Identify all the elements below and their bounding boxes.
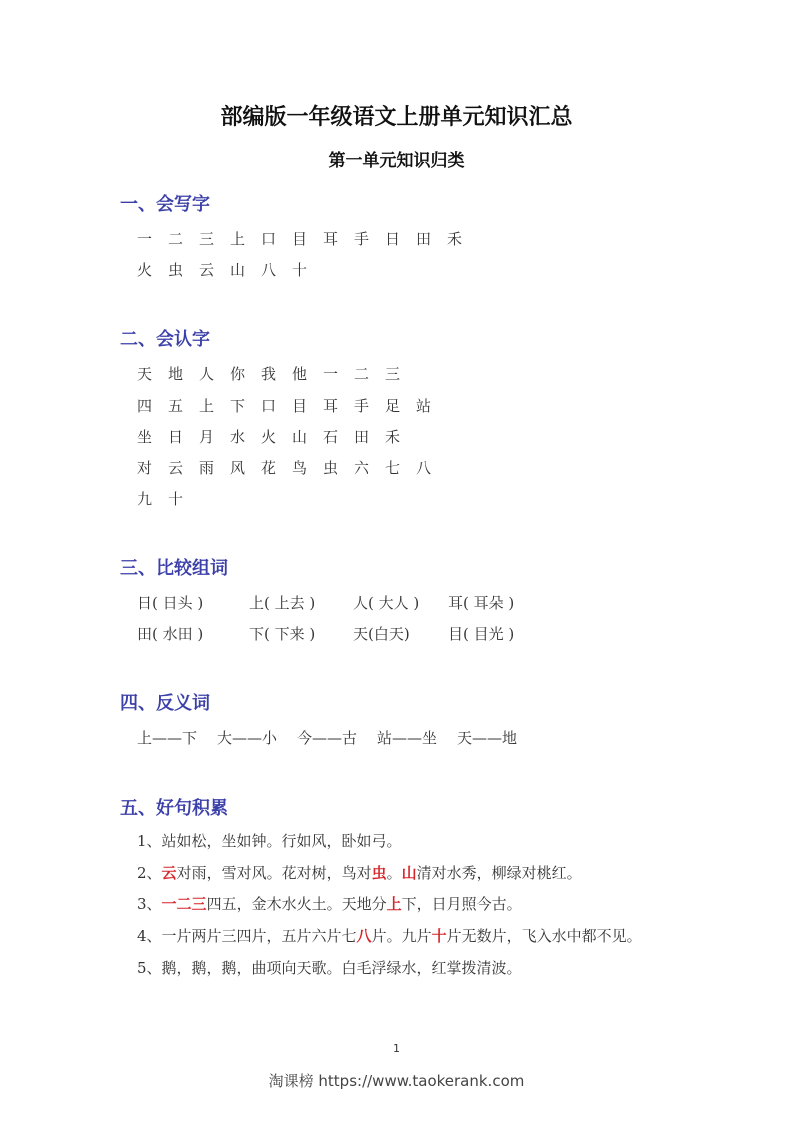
sentence-text: 对雨，雪对风。花对树，鸟对 [176, 864, 372, 882]
word-group: 天(白天) [353, 625, 410, 643]
char: 五 [168, 397, 184, 415]
char: 日 [385, 230, 401, 248]
char: 七 [385, 459, 401, 477]
char: 三 [385, 365, 401, 383]
sentence-4 [137, 925, 642, 946]
char: 云 [168, 459, 184, 477]
document-subtitle: 第一单元知识归类 [328, 151, 465, 171]
char: 上 [199, 397, 215, 415]
sentence-3 [137, 893, 522, 914]
sentence-text: 四五，金木水火土。天地分 [206, 895, 387, 913]
document-title: 部编版一年级语文上册单元知识汇总 [220, 104, 573, 130]
word-group: 上( 上去 ) [249, 594, 316, 612]
sentence-text: 3、 [137, 895, 162, 913]
char: 四 [137, 397, 153, 415]
word-group: 下( 下来 ) [249, 625, 316, 643]
sentence-text: 清对水秀，柳绿对桃红。 [416, 864, 582, 882]
char: 手 [354, 397, 370, 415]
section-heading-sentences: 五、好句积累 [120, 798, 228, 819]
highlight-char: 上 [386, 895, 402, 913]
char: 天 [137, 365, 153, 383]
page-number: 1 [393, 1042, 400, 1055]
char: 口 [261, 397, 277, 415]
char: 雨 [199, 459, 215, 477]
sentence-1: 1、站如松，坐如钟。行如风，卧如弓。 [137, 832, 402, 850]
word-group: 目( 目光 ) [448, 625, 515, 643]
word-group: 日( 日头 ) [137, 594, 204, 612]
write-chars-row-2 [137, 259, 323, 280]
recognize-chars-row-2 [137, 395, 447, 416]
section-heading-recognize: 二、会认字 [120, 329, 210, 350]
char: 目 [292, 397, 308, 415]
sentence-2 [137, 862, 582, 883]
char: 目 [292, 230, 308, 248]
sentence-text: 。 [386, 864, 402, 882]
char: 耳 [323, 397, 339, 415]
compare-row-2 [137, 623, 514, 644]
char: 站 [416, 397, 432, 415]
antonym-row [137, 727, 517, 748]
antonym-pair: 今——古 [297, 729, 358, 747]
char: 耳 [323, 230, 339, 248]
char: 八 [261, 261, 277, 279]
sentence-5: 5、鹅，鹅，鹅，曲项向天歌。白毛浮绿水，红掌拨清波。 [137, 959, 522, 977]
char: 虫 [323, 459, 339, 477]
char: 禾 [385, 428, 401, 446]
sentence-text: 片。九片 [371, 927, 432, 945]
word-group: 耳( 耳朵 ) [448, 594, 515, 612]
char: 风 [230, 459, 246, 477]
highlight-char: 山 [401, 864, 417, 882]
char: 十 [292, 261, 308, 279]
char: 九 [137, 490, 153, 508]
char: 上 [230, 230, 246, 248]
highlight-char: 八 [356, 927, 372, 945]
char: 口 [261, 230, 277, 248]
char: 一 [323, 365, 339, 383]
recognize-chars-row-1 [137, 363, 416, 384]
char: 山 [230, 261, 246, 279]
char: 三 [199, 230, 215, 248]
char: 水 [230, 428, 246, 446]
char: 虫 [168, 261, 184, 279]
char: 山 [292, 428, 308, 446]
char: 田 [354, 428, 370, 446]
char: 手 [354, 230, 370, 248]
word-group: 田( 水田 ) [137, 625, 204, 643]
section-heading-compare: 三、比较组词 [120, 558, 228, 579]
char: 花 [261, 459, 277, 477]
char: 六 [354, 459, 370, 477]
compare-row-1 [137, 592, 514, 613]
highlight-char: 云 [161, 864, 177, 882]
sentence-text: 片无数片，飞入水中都不见。 [446, 927, 642, 945]
char: 人 [199, 365, 215, 383]
char: 坐 [137, 428, 153, 446]
char: 八 [416, 459, 432, 477]
section-heading-antonyms: 四、反义词 [120, 693, 210, 714]
char: 下 [230, 397, 246, 415]
char: 火 [137, 261, 153, 279]
char: 十 [168, 490, 184, 508]
char: 足 [385, 397, 401, 415]
char: 一 [137, 230, 153, 248]
word-group: 人( 大人 ) [353, 594, 420, 612]
char: 你 [230, 365, 246, 383]
char: 我 [261, 365, 277, 383]
recognize-chars-row-5 [137, 488, 199, 509]
char: 鸟 [292, 459, 308, 477]
highlight-char: 一二三 [161, 895, 207, 913]
write-chars-row-1 [137, 228, 478, 249]
antonym-pair: 大——小 [217, 729, 278, 747]
char: 他 [292, 365, 308, 383]
sentence-text: 2、 [137, 864, 162, 882]
char: 禾 [447, 230, 463, 248]
char: 二 [168, 230, 184, 248]
highlight-char: 十 [431, 927, 447, 945]
watermark-text: 淘课榜 https://www.taokerank.com [268, 1072, 525, 1090]
char: 二 [354, 365, 370, 383]
char: 田 [416, 230, 432, 248]
highlight-char: 虫 [371, 864, 387, 882]
sentence-text: 下，日月照今古。 [401, 895, 522, 913]
char: 对 [137, 459, 153, 477]
antonym-pair: 站——坐 [377, 729, 438, 747]
recognize-chars-row-4 [137, 457, 447, 478]
char: 火 [261, 428, 277, 446]
char: 日 [168, 428, 184, 446]
antonym-pair: 天——地 [457, 729, 518, 747]
sentence-text: 4、一片两片三四片，五片六片七 [137, 927, 357, 945]
char: 云 [199, 261, 215, 279]
char: 石 [323, 428, 339, 446]
char: 地 [168, 365, 184, 383]
char: 月 [199, 428, 215, 446]
antonym-pair: 上——下 [137, 729, 198, 747]
recognize-chars-row-3 [137, 426, 416, 447]
section-heading-write: 一、会写字 [120, 194, 210, 215]
